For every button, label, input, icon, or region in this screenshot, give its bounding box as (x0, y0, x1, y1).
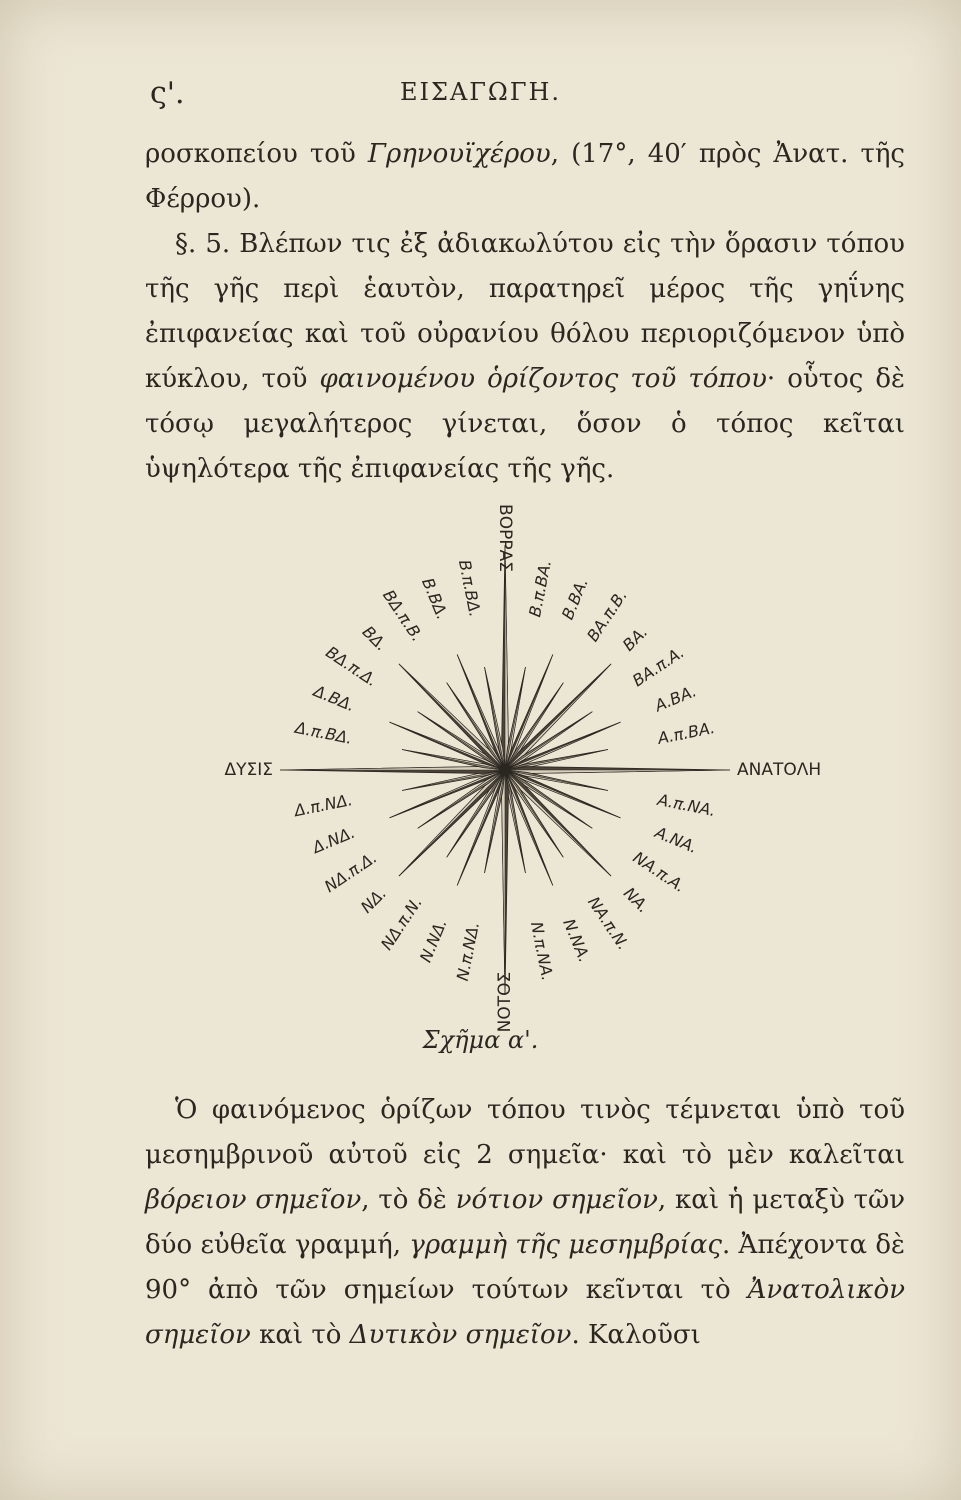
compass-point-label: ΝΑ.π.Α. (629, 847, 690, 897)
closing-text-4: . Ἀπέχοντα δὲ 90° ἀπὸ τῶν σημείων τούτων κεῖνται τὸ (145, 1230, 905, 1305)
section-italic-term: φαινομένου ὁρίζοντος τοῦ τόπου (319, 364, 767, 394)
compass-point-label: ΝΟΤΟΣ (495, 971, 515, 1033)
body-text-top (145, 132, 905, 492)
closing-text-6: . Καλοῦσι (571, 1320, 701, 1350)
rose-spoke-shade (505, 664, 611, 770)
compass-point-label: ΒΑ.π.Α. (628, 642, 688, 691)
intro-text: ροσκοπείου τοῦ (145, 139, 368, 169)
compass-point-label: Δ.π.ΒΔ. (293, 717, 354, 748)
term-south-point: νότιον σημεῖον (455, 1185, 658, 1215)
closing-text-5: καὶ τὸ (250, 1320, 350, 1350)
compass-point-label: ΒΟΡΡΑΣ (495, 504, 515, 572)
figure-caption: Σχῆμα α'. (422, 1026, 539, 1054)
closing-text-1: Ὁ φαινόμενος ὁρίζων τόπου τινὸς τέμνεται ὑπὸ τοῦ μεσημβρινοῦ αὐτοῦ εἰς 2 σημεῖα· καὶ τὸ μὲν καλεῖται (145, 1095, 905, 1170)
intro-text-end: , (17°, 40′ πρὸς Ἀνατ. τῆς Φέρρου). (145, 139, 905, 214)
rose-spoke-shade (280, 767, 505, 770)
rose-spoke-shade (505, 545, 508, 770)
intro-paragraph (145, 132, 905, 222)
rose-spoke-shade (505, 770, 730, 773)
compass-point-label: Α.ΒΑ. (652, 681, 700, 716)
compass-point-label: ΑΝΑΤΟΛΗ (737, 760, 822, 780)
rose-center (499, 764, 511, 776)
compass-point-label: ΝΑ.π.Ν. (584, 893, 634, 954)
compass-point-label: ΒΑ. (618, 622, 652, 655)
rose-spoke-shade (505, 770, 611, 876)
compass-point-label: Β.π.ΒΑ. (525, 558, 556, 619)
closing-text-2: , τὸ δὲ (361, 1185, 456, 1215)
compass-rose-figure (224, 500, 822, 1033)
term-west-point: Δυτικὸν σημεῖον (349, 1320, 572, 1350)
rose-spoke-shade (399, 664, 505, 770)
compass-point-label: ΝΑ. (619, 883, 654, 917)
running-title: ΕΙΣΑΓΩΓΗ. (399, 78, 562, 106)
page-number: ς'. (150, 76, 185, 111)
compass-point-label: Α.π.ΒΑ. (656, 717, 717, 748)
compass-point-label: Ν.ΝΑ. (559, 916, 595, 965)
intro-italic: Γρηνουϊχέρου (367, 139, 551, 169)
compass-point-label: Α.π.ΝΑ. (655, 790, 718, 821)
term-north-point: βόρειον σημεῖον (145, 1185, 362, 1215)
compass-point-label: ΒΔ.π.Δ. (322, 642, 382, 691)
compass-point-label: Α.ΝΑ. (652, 822, 701, 858)
compass-point-label: ΒΑ.π.Β. (582, 586, 631, 645)
rose-spoke-shade (502, 770, 505, 995)
body-text-bottom (145, 1088, 905, 1358)
page-header (0, 76, 961, 116)
compass-point-label: Ν.π.ΝΑ. (526, 920, 558, 983)
closing-paragraph (145, 1088, 905, 1358)
compass-point-label: Ν.π.ΝΔ. (452, 920, 484, 983)
compass-point-label: ΒΔ. (358, 622, 392, 655)
compass-point-label: ΒΔ.π.Β. (379, 586, 428, 645)
compass-point-label: ΝΔ. (356, 883, 391, 917)
closing-text-3: , καὶ ἡ μεταξὺ τῶν δύο εὐθεῖα γραμμή, (145, 1185, 906, 1260)
compass-rose-icon (224, 500, 822, 1033)
compass-point-label: ΝΔ.π.Ν. (376, 893, 426, 954)
section-mark: §. 5. (175, 229, 231, 259)
compass-point-label: Δ.π.ΝΔ. (292, 790, 355, 821)
compass-point-label: Β.ΒΑ. (557, 575, 592, 623)
section-text-end: · οὗτος δὲ τόσῳ μεγαλήτερος γίνεται, ὅσον ὁ τόπος κεῖται ὑψηλότερα τῆς ἐπιφανείας τῆς γῆς. (145, 364, 905, 484)
compass-point-label: Β.π.ΒΔ. (454, 558, 485, 619)
section-text: Βλέπων τις ἐξ ἀδιακωλύτου εἰς τὴν ὅρασιν τόπου τῆς γῆς περὶ ἑαυτὸν, παρατηρεῖ μέρος τῆς γηΐνης ἐπιφανείας καὶ τοῦ οὐρανίου θόλου περιοριζόμενον ὑπὸ κύκλου, τοῦ (145, 229, 905, 394)
compass-point-label: Ν.ΝΔ. (415, 916, 451, 965)
rose-spoke-shade (399, 770, 505, 876)
compass-point-label: Δ.ΝΔ. (309, 822, 358, 858)
compass-point-label: ΔΥΣΙΣ (224, 760, 273, 780)
section-paragraph (145, 222, 905, 492)
compass-point-label: ΝΔ.π.Δ. (320, 847, 381, 897)
compass-point-label: Δ.ΒΔ. (310, 681, 358, 716)
term-east-point: Ἀνατολικὸν σημεῖον (145, 1275, 905, 1350)
compass-point-label: Β.ΒΔ. (418, 575, 453, 623)
term-meridian-line: γραμμὴ τῆς μεσημβρίας (409, 1230, 722, 1260)
